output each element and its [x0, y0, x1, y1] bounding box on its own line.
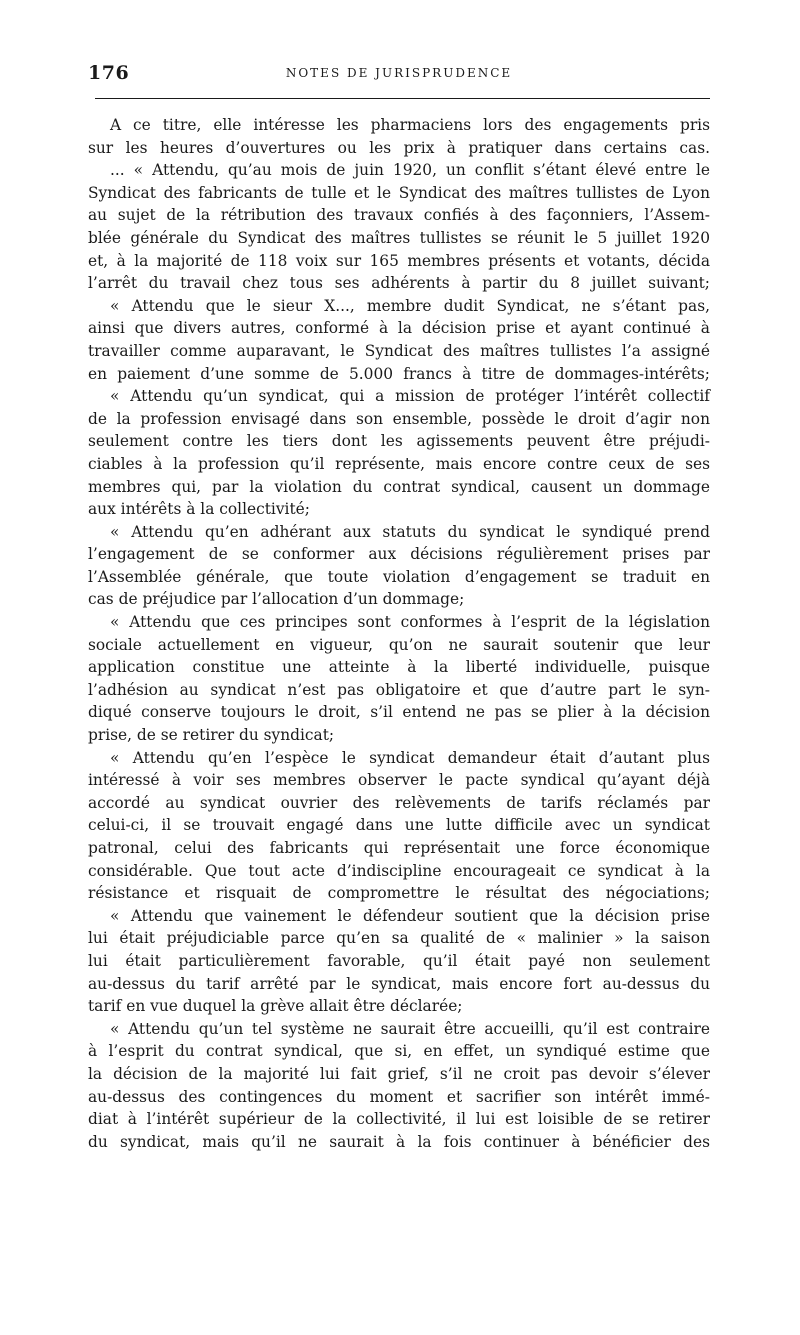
text-line: travailler comme auparavant, le Syndicat des maîtres tullistes l’a assigné — [88, 341, 710, 360]
text-line: A ce titre, elle intéresse les pharmaciens lors des engagements pris — [110, 116, 710, 134]
text-line: ainsi que divers autres, conformé à la décision prise et ayant continué à — [88, 319, 710, 338]
text-line: au sujet de la rétribution des travaux confiés à des façonniers, l’Assem- — [88, 206, 710, 225]
text-line: seulement contre les tiers dont les agissements peuvent être préjudi- — [88, 432, 710, 451]
text-line: application constitue une atteinte à la liberté individuelle, puisque — [88, 658, 710, 677]
body-text — [88, 114, 710, 1153]
text-line: intéressé à voir ses membres observer le pacte syndical qu’ayant déjà — [88, 771, 710, 790]
text-line: « Attendu que le sieur X..., membre dudit Syndicat, ne s’étant pas, — [110, 296, 710, 315]
text-line: blée générale du Syndicat des maîtres tullistes se réunit le 5 juillet 1920 — [88, 228, 710, 247]
text-line: Syndicat des fabricants de tulle et le Syndicat des maîtres tullistes de Lyon — [88, 183, 710, 202]
text-line: tarif en vue duquel la grève allait être déclarée; — [88, 997, 463, 1016]
text-line: patronal, celui des fabricants qui représentait une force économique — [88, 839, 710, 857]
page-header — [88, 62, 710, 88]
text-line: « Attendu que vainement le défendeur soutient que la décision prise — [110, 906, 710, 925]
text-line: « Attendu qu’en l’espèce le syndicat demandeur était d’autant plus — [110, 748, 710, 767]
text-line: ... « Attendu, qu’au mois de juin 1920, un conflit s’étant élevé entre le — [110, 161, 710, 180]
text-line: en paiement d’une somme de 5.000 francs à titre de dommages-intérêts; — [88, 364, 710, 383]
text-line: du syndicat, mais qu’il ne saurait à la fois continuer à bénéficier des — [88, 1132, 710, 1151]
text-line: membres qui, par la violation du contrat syndical, causent un dommage — [88, 477, 710, 496]
text-line: prise, de se retirer du syndicat; — [88, 726, 335, 745]
text-line: et, à la majorité de 118 voix sur 165 membres présents et votants, décida — [88, 251, 710, 270]
text-line: « Attendu qu’un tel système ne saurait être accueilli, qu’il est contraire — [110, 1019, 710, 1038]
text-line: l’engagement de se conformer aux décisions régulièrement prises par — [88, 545, 710, 564]
text-line: ciables à la profession qu’il représente, mais encore contre ceux de ses — [88, 454, 710, 473]
text-line: lui était particulièrement favorable, qu’il était payé non seulement — [88, 951, 710, 970]
text-line: « Attendu que ces principes sont conformes à l’esprit de la législation — [110, 613, 710, 632]
running-title: NOTES DE JURISPRUDENCE — [285, 66, 513, 80]
text-line: lui était préjudiciable parce qu’en sa qualité de « malinier » la saison — [88, 929, 710, 948]
text-line: à l’esprit du contrat syndical, que si, en effet, un syndiqué estime que — [88, 1042, 710, 1061]
text-line: cas de préjudice par l’allocation d’un dommage; — [88, 590, 465, 609]
text-line: diat à l’intérêt supérieur de la collectivité, il lui est loisible de se retirer — [88, 1110, 710, 1129]
text-line: au-dessus du tarif arrêté par le syndicat, mais encore fort au-dessus du — [88, 974, 710, 993]
text-line: celui-ci, il se trouvait engagé dans une lutte difficile avec un syndicat — [88, 816, 710, 835]
text-line: sur les heures d’ouvertures ou les prix à pratiquer dans certains cas. — [88, 138, 710, 157]
text-line: considérable. Que tout acte d’indiscipline encourageait ce syndicat à la — [88, 861, 710, 880]
text-line: « Attendu qu’en adhérant aux statuts du syndicat le syndiqué prend — [110, 522, 710, 541]
text-line: accordé au syndicat ouvrier des relèvements de tarifs réclamés par — [88, 793, 710, 812]
text-line: l’Assemblée générale, que toute violation d’engagement se traduit en — [88, 567, 710, 586]
page-number: 176 — [88, 62, 130, 84]
text-line: la décision de la majorité lui fait grief, s’il ne croit pas devoir s’élever — [88, 1064, 710, 1083]
text-line: diqué conserve toujours le droit, s’il entend ne pas se plier à la décision — [88, 703, 710, 722]
text-line: de la profession envisagé dans son ensemble, possède le droit d’agir non — [88, 409, 710, 428]
text-line: au-dessus des contingences du moment et sacrifier son intérêt immé- — [88, 1087, 710, 1106]
text-line: l’arrêt du travail chez tous ses adhérents à partir du 8 juillet suivant; — [88, 274, 710, 293]
text-line: « Attendu qu’un syndicat, qui a mission de protéger l’intérêt collectif — [110, 387, 710, 406]
text-line: l’adhésion au syndicat n’est pas obligatoire et que d’autre part le syn- — [88, 680, 710, 699]
text-line: sociale actuellement en vigueur, qu’on ne saurait soutenir que leur — [88, 635, 710, 654]
header-rule — [95, 98, 710, 99]
text-line: résistance et risquait de compromettre le résultat des négociations; — [88, 884, 710, 903]
text-line: aux intérêts à la collectivité; — [88, 500, 310, 519]
